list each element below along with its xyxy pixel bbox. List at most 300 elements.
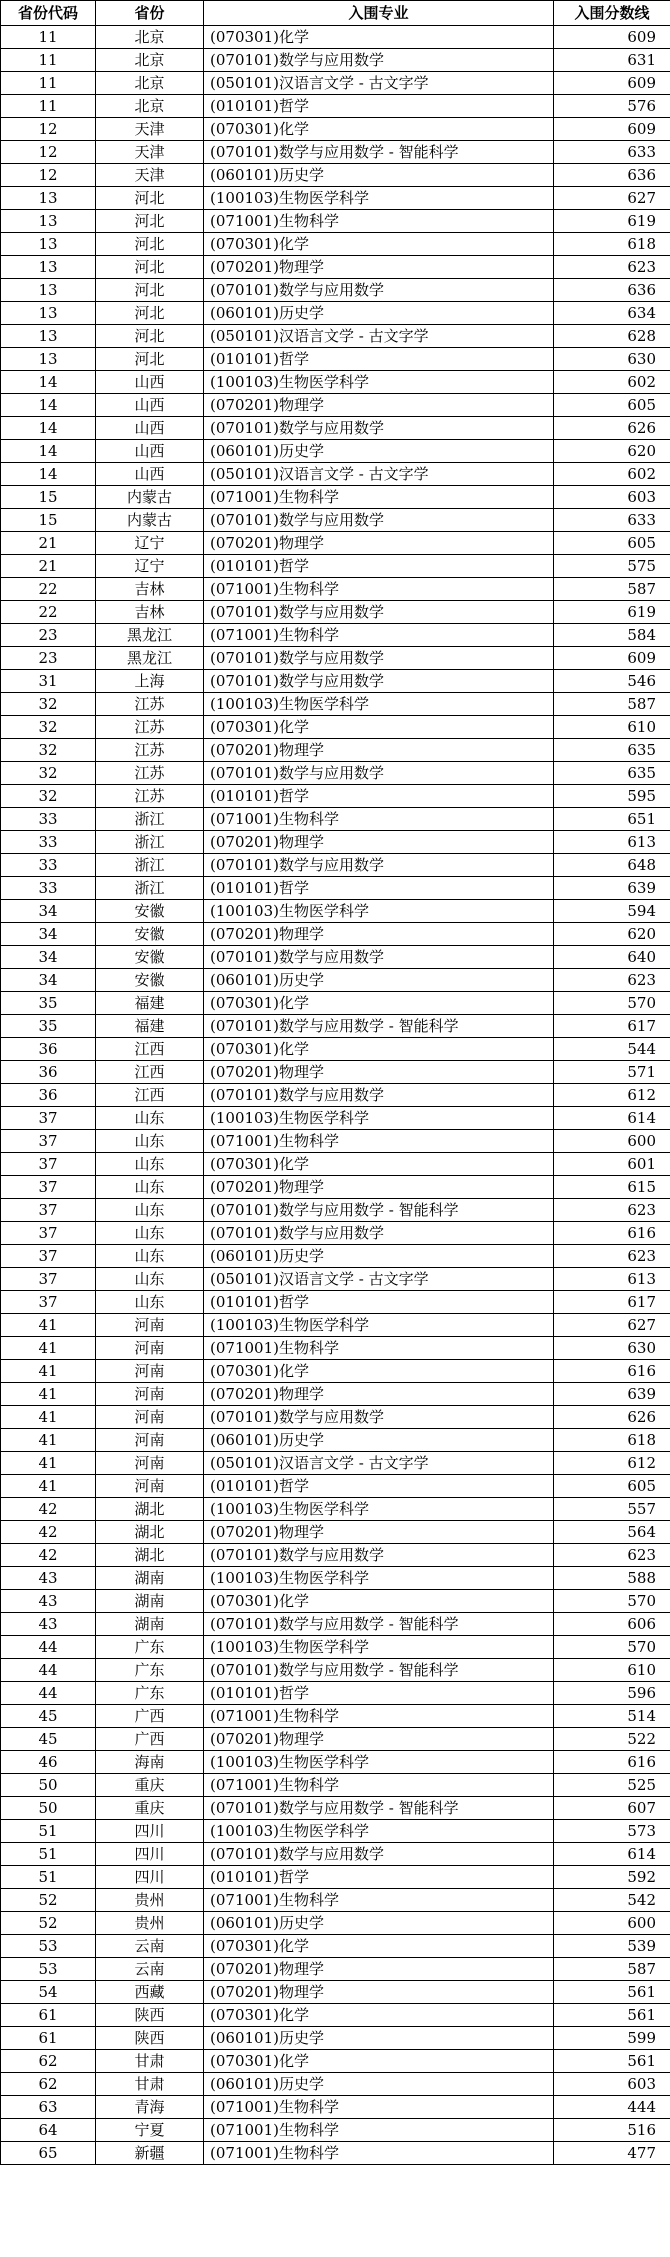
province-code-cell: 32 [1, 716, 96, 739]
table-row [1, 49, 670, 72]
table-row [1, 1820, 670, 1843]
cutoff-score-cell: 595 [554, 785, 670, 808]
cutoff-score-cell: 587 [554, 1958, 670, 1981]
province-code-cell: 63 [1, 2096, 96, 2119]
province-code-cell: 14 [1, 440, 96, 463]
province-cell: 浙江 [96, 854, 204, 877]
table-row [1, 946, 670, 969]
province-code-cell: 34 [1, 900, 96, 923]
province-cell: 江苏 [96, 785, 204, 808]
province-cell: 湖南 [96, 1613, 204, 1636]
cutoff-score-cell: 592 [554, 1866, 670, 1889]
major-cell: (070201)物理学 [204, 394, 554, 417]
table-row [1, 1958, 670, 1981]
major-cell: (070301)化学 [204, 992, 554, 1015]
table-row [1, 1176, 670, 1199]
cutoff-score-cell: 618 [554, 233, 670, 256]
province-cell: 河北 [96, 233, 204, 256]
province-cell: 宁夏 [96, 2119, 204, 2142]
province-cell: 甘肃 [96, 2073, 204, 2096]
major-cell: (070101)数学与应用数学 [204, 509, 554, 532]
province-code-cell: 50 [1, 1797, 96, 1820]
table-row [1, 187, 670, 210]
province-code-cell: 42 [1, 1521, 96, 1544]
table-row [1, 233, 670, 256]
table-row [1, 555, 670, 578]
province-cell: 北京 [96, 95, 204, 118]
province-cell: 广东 [96, 1636, 204, 1659]
province-cell: 山东 [96, 1176, 204, 1199]
cutoff-score-cell: 602 [554, 371, 670, 394]
province-code-cell: 41 [1, 1383, 96, 1406]
province-cell: 山东 [96, 1199, 204, 1222]
major-cell: (070101)数学与应用数学 [204, 1406, 554, 1429]
cutoff-score-cell: 573 [554, 1820, 670, 1843]
table-row [1, 1383, 670, 1406]
province-cell: 江苏 [96, 716, 204, 739]
table-row [1, 141, 670, 164]
province-cell: 山东 [96, 1107, 204, 1130]
cutoff-score-cell: 576 [554, 95, 670, 118]
province-cell: 天津 [96, 164, 204, 187]
province-code-cell: 37 [1, 1176, 96, 1199]
table-row [1, 670, 670, 693]
major-cell: (060101)历史学 [204, 1245, 554, 1268]
cutoff-score-cell: 588 [554, 1567, 670, 1590]
province-cell: 安徽 [96, 946, 204, 969]
table-row [1, 1153, 670, 1176]
major-cell: (070101)数学与应用数学 - 智能科学 [204, 1797, 554, 1820]
province-code-cell: 44 [1, 1636, 96, 1659]
province-cell: 河北 [96, 210, 204, 233]
province-cell: 山东 [96, 1222, 204, 1245]
province-cell: 陕西 [96, 2004, 204, 2027]
table-row [1, 1015, 670, 1038]
province-cell: 山东 [96, 1153, 204, 1176]
cutoff-score-cell: 615 [554, 1176, 670, 1199]
cutoff-score-cell: 605 [554, 532, 670, 555]
cutoff-score-cell: 633 [554, 141, 670, 164]
cutoff-score-cell: 514 [554, 1705, 670, 1728]
major-cell: (060101)历史学 [204, 1429, 554, 1452]
province-cell: 河南 [96, 1314, 204, 1337]
table-row [1, 1245, 670, 1268]
table-row [1, 785, 670, 808]
major-cell: (100103)生物医学科学 [204, 1498, 554, 1521]
province-cell: 福建 [96, 1015, 204, 1038]
cutoff-score-cell: 584 [554, 624, 670, 647]
cutoff-score-cell: 605 [554, 394, 670, 417]
major-cell: (060101)历史学 [204, 302, 554, 325]
major-cell: (071001)生物科学 [204, 624, 554, 647]
province-cell: 广西 [96, 1728, 204, 1751]
cutoff-score-cell: 627 [554, 1314, 670, 1337]
cutoff-score-cell: 542 [554, 1889, 670, 1912]
header-major: 入围专业 [204, 1, 554, 26]
major-cell: (010101)哲学 [204, 877, 554, 900]
province-code-cell: 32 [1, 785, 96, 808]
province-code-cell: 14 [1, 463, 96, 486]
province-code-cell: 42 [1, 1544, 96, 1567]
table-row [1, 1705, 670, 1728]
table-row [1, 854, 670, 877]
major-cell: (060101)历史学 [204, 164, 554, 187]
major-cell: (070301)化学 [204, 2050, 554, 2073]
province-cell: 河北 [96, 348, 204, 371]
province-cell: 辽宁 [96, 555, 204, 578]
province-code-cell: 14 [1, 417, 96, 440]
cutoff-score-cell: 626 [554, 417, 670, 440]
table-row [1, 279, 670, 302]
cutoff-score-cell: 522 [554, 1728, 670, 1751]
province-cell: 陕西 [96, 2027, 204, 2050]
table-row [1, 348, 670, 371]
table-row [1, 1475, 670, 1498]
province-cell: 河北 [96, 187, 204, 210]
province-cell: 湖北 [96, 1521, 204, 1544]
major-cell: (070301)化学 [204, 233, 554, 256]
province-code-cell: 51 [1, 1866, 96, 1889]
cutoff-score-cell: 620 [554, 440, 670, 463]
table-row [1, 992, 670, 1015]
table-row [1, 256, 670, 279]
cutoff-score-cell: 544 [554, 1038, 670, 1061]
table-row [1, 1429, 670, 1452]
cutoff-score-cell: 444 [554, 2096, 670, 2119]
province-code-cell: 41 [1, 1452, 96, 1475]
major-cell: (070201)物理学 [204, 1383, 554, 1406]
province-code-cell: 54 [1, 1981, 96, 2004]
table-row [1, 1360, 670, 1383]
major-cell: (100103)生物医学科学 [204, 1636, 554, 1659]
province-code-cell: 13 [1, 348, 96, 371]
major-cell: (070301)化学 [204, 1590, 554, 1613]
major-cell: (070301)化学 [204, 26, 554, 49]
major-cell: (100103)生物医学科学 [204, 187, 554, 210]
province-cell: 上海 [96, 670, 204, 693]
province-cell: 四川 [96, 1820, 204, 1843]
province-cell: 河南 [96, 1475, 204, 1498]
major-cell: (060101)历史学 [204, 2073, 554, 2096]
major-cell: (070201)物理学 [204, 831, 554, 854]
province-code-cell: 36 [1, 1038, 96, 1061]
cutoff-score-cell: 587 [554, 693, 670, 716]
major-cell: (050101)汉语言文学 - 古文字学 [204, 72, 554, 95]
province-code-cell: 52 [1, 1912, 96, 1935]
major-cell: (010101)哲学 [204, 785, 554, 808]
major-cell: (070201)物理学 [204, 1521, 554, 1544]
province-code-cell: 37 [1, 1107, 96, 1130]
table-row [1, 1682, 670, 1705]
province-cell: 河北 [96, 256, 204, 279]
province-cell: 甘肃 [96, 2050, 204, 2073]
cutoff-score-cell: 610 [554, 1659, 670, 1682]
cutoff-score-cell: 619 [554, 601, 670, 624]
table-row [1, 1084, 670, 1107]
major-cell: (060101)历史学 [204, 969, 554, 992]
cutoff-score-cell: 635 [554, 739, 670, 762]
table-row [1, 1981, 670, 2004]
province-cell: 山西 [96, 417, 204, 440]
table-row [1, 1268, 670, 1291]
province-cell: 安徽 [96, 900, 204, 923]
cutoff-score-cell: 616 [554, 1360, 670, 1383]
cutoff-score-cell: 605 [554, 1475, 670, 1498]
province-code-cell: 51 [1, 1820, 96, 1843]
major-cell: (100103)生物医学科学 [204, 1107, 554, 1130]
major-cell: (070301)化学 [204, 716, 554, 739]
province-code-cell: 34 [1, 923, 96, 946]
province-cell: 山东 [96, 1130, 204, 1153]
major-cell: (070301)化学 [204, 1935, 554, 1958]
table-row [1, 762, 670, 785]
province-cell: 广西 [96, 1705, 204, 1728]
major-cell: (070101)数学与应用数学 [204, 1222, 554, 1245]
table-row [1, 2027, 670, 2050]
major-cell: (070101)数学与应用数学 [204, 647, 554, 670]
table-row [1, 463, 670, 486]
cutoff-score-cell: 600 [554, 1130, 670, 1153]
cutoff-score-cell: 618 [554, 1429, 670, 1452]
major-cell: (100103)生物医学科学 [204, 1820, 554, 1843]
cutoff-score-cell: 614 [554, 1107, 670, 1130]
cutoff-score-cell: 477 [554, 2142, 670, 2165]
province-code-cell: 11 [1, 26, 96, 49]
province-cell: 河南 [96, 1383, 204, 1406]
province-code-cell: 11 [1, 72, 96, 95]
cutoff-score-cell: 609 [554, 72, 670, 95]
table-row [1, 1866, 670, 1889]
table-row [1, 831, 670, 854]
table-row [1, 26, 670, 49]
province-code-cell: 13 [1, 256, 96, 279]
major-cell: (070101)数学与应用数学 [204, 1544, 554, 1567]
table-row [1, 1590, 670, 1613]
cutoff-score-cell: 561 [554, 2004, 670, 2027]
province-code-cell: 53 [1, 1958, 96, 1981]
cutoff-score-cell: 617 [554, 1291, 670, 1314]
province-code-cell: 37 [1, 1268, 96, 1291]
table-row [1, 1659, 670, 1682]
table-row [1, 532, 670, 555]
major-cell: (010101)哲学 [204, 1682, 554, 1705]
major-cell: (070301)化学 [204, 1360, 554, 1383]
table-row [1, 1912, 670, 1935]
table-body [1, 26, 670, 2165]
table-row [1, 1751, 670, 1774]
major-cell: (071001)生物科学 [204, 486, 554, 509]
province-cell: 山西 [96, 440, 204, 463]
major-cell: (100103)生物医学科学 [204, 1314, 554, 1337]
province-code-cell: 33 [1, 877, 96, 900]
major-cell: (100103)生物医学科学 [204, 900, 554, 923]
major-cell: (060101)历史学 [204, 440, 554, 463]
cutoff-score-cell: 609 [554, 26, 670, 49]
table-row [1, 624, 670, 647]
cutoff-score-cell: 633 [554, 509, 670, 532]
province-cell: 湖北 [96, 1498, 204, 1521]
cutoff-score-cell: 601 [554, 1153, 670, 1176]
province-code-cell: 50 [1, 1774, 96, 1797]
province-code-cell: 14 [1, 371, 96, 394]
cutoff-score-cell: 610 [554, 716, 670, 739]
province-cell: 江苏 [96, 762, 204, 785]
table-row [1, 118, 670, 141]
cutoff-score-cell: 623 [554, 1544, 670, 1567]
table-row [1, 1774, 670, 1797]
province-code-cell: 43 [1, 1590, 96, 1613]
province-code-cell: 12 [1, 141, 96, 164]
table-row [1, 509, 670, 532]
province-code-cell: 37 [1, 1291, 96, 1314]
cutoff-score-cell: 651 [554, 808, 670, 831]
major-cell: (070101)数学与应用数学 [204, 762, 554, 785]
province-cell: 河北 [96, 279, 204, 302]
cutoff-score-cell: 539 [554, 1935, 670, 1958]
province-cell: 河南 [96, 1429, 204, 1452]
province-code-cell: 37 [1, 1130, 96, 1153]
major-cell: (071001)生物科学 [204, 1889, 554, 1912]
table-row [1, 440, 670, 463]
major-cell: (070201)物理学 [204, 1981, 554, 2004]
province-code-cell: 61 [1, 2004, 96, 2027]
province-code-cell: 14 [1, 394, 96, 417]
province-cell: 天津 [96, 118, 204, 141]
province-cell: 山东 [96, 1268, 204, 1291]
major-cell: (071001)生物科学 [204, 2142, 554, 2165]
province-code-cell: 21 [1, 532, 96, 555]
table-row [1, 1061, 670, 1084]
cutoff-score-cell: 596 [554, 1682, 670, 1705]
province-cell: 贵州 [96, 1889, 204, 1912]
cutoff-score-cell: 639 [554, 1383, 670, 1406]
province-code-cell: 35 [1, 1015, 96, 1038]
province-cell: 天津 [96, 141, 204, 164]
province-code-cell: 33 [1, 854, 96, 877]
major-cell: (071001)生物科学 [204, 1774, 554, 1797]
major-cell: (050101)汉语言文学 - 古文字学 [204, 1268, 554, 1291]
cutoff-score-cell: 623 [554, 256, 670, 279]
table-row [1, 1843, 670, 1866]
province-cell: 江苏 [96, 739, 204, 762]
major-cell: (010101)哲学 [204, 555, 554, 578]
province-code-cell: 37 [1, 1222, 96, 1245]
province-cell: 江西 [96, 1084, 204, 1107]
major-cell: (070101)数学与应用数学 [204, 279, 554, 302]
cutoff-score-cell: 607 [554, 1797, 670, 1820]
cutoff-score-cell: 603 [554, 2073, 670, 2096]
province-code-cell: 41 [1, 1314, 96, 1337]
province-code-cell: 34 [1, 969, 96, 992]
table-row [1, 325, 670, 348]
major-cell: (070101)数学与应用数学 [204, 601, 554, 624]
table-row [1, 877, 670, 900]
table-row [1, 716, 670, 739]
cutoff-score-cell: 634 [554, 302, 670, 325]
province-code-cell: 35 [1, 992, 96, 1015]
province-cell: 四川 [96, 1843, 204, 1866]
province-cell: 山西 [96, 371, 204, 394]
major-cell: (071001)生物科学 [204, 1705, 554, 1728]
cutoff-score-cell: 623 [554, 1245, 670, 1268]
province-cell: 安徽 [96, 923, 204, 946]
province-code-cell: 13 [1, 302, 96, 325]
major-cell: (070101)数学与应用数学 [204, 1843, 554, 1866]
province-cell: 广东 [96, 1659, 204, 1682]
major-cell: (070201)物理学 [204, 1958, 554, 1981]
header-province-code: 省份代码 [1, 1, 96, 26]
province-cell: 海南 [96, 1751, 204, 1774]
cutoff-score-cell: 609 [554, 118, 670, 141]
major-cell: (070201)物理学 [204, 923, 554, 946]
province-code-cell: 13 [1, 279, 96, 302]
province-code-cell: 43 [1, 1613, 96, 1636]
province-cell: 重庆 [96, 1797, 204, 1820]
province-code-cell: 37 [1, 1153, 96, 1176]
major-cell: (070201)物理学 [204, 256, 554, 279]
province-code-cell: 13 [1, 210, 96, 233]
province-code-cell: 15 [1, 486, 96, 509]
major-cell: (071001)生物科学 [204, 808, 554, 831]
table-row [1, 2142, 670, 2165]
cutoff-score-cell: 627 [554, 187, 670, 210]
table-row [1, 1636, 670, 1659]
table-row [1, 1038, 670, 1061]
province-cell: 四川 [96, 1866, 204, 1889]
cutoff-score-cell: 575 [554, 555, 670, 578]
province-code-cell: 21 [1, 555, 96, 578]
province-code-cell: 22 [1, 601, 96, 624]
header-cutoff-score: 入围分数线 [554, 1, 670, 26]
major-cell: (010101)哲学 [204, 1291, 554, 1314]
province-code-cell: 65 [1, 2142, 96, 2165]
province-cell: 重庆 [96, 1774, 204, 1797]
major-cell: (071001)生物科学 [204, 1337, 554, 1360]
table-row [1, 1130, 670, 1153]
province-code-cell: 32 [1, 762, 96, 785]
major-cell: (070101)数学与应用数学 - 智能科学 [204, 1659, 554, 1682]
cutoff-score-cell: 635 [554, 762, 670, 785]
table-row [1, 1797, 670, 1820]
province-code-cell: 52 [1, 1889, 96, 1912]
table-row [1, 1544, 670, 1567]
major-cell: (070201)物理学 [204, 739, 554, 762]
cutoff-score-cell: 612 [554, 1084, 670, 1107]
province-code-cell: 23 [1, 624, 96, 647]
table-row [1, 1199, 670, 1222]
province-cell: 新疆 [96, 2142, 204, 2165]
table-row [1, 1314, 670, 1337]
major-cell: (070201)物理学 [204, 1176, 554, 1199]
province-code-cell: 36 [1, 1061, 96, 1084]
province-code-cell: 11 [1, 95, 96, 118]
province-cell: 贵州 [96, 1912, 204, 1935]
major-cell: (100103)生物医学科学 [204, 371, 554, 394]
major-cell: (010101)哲学 [204, 1866, 554, 1889]
province-cell: 黑龙江 [96, 647, 204, 670]
major-cell: (100103)生物医学科学 [204, 693, 554, 716]
province-cell: 湖北 [96, 1544, 204, 1567]
province-cell: 云南 [96, 1935, 204, 1958]
province-cell: 江西 [96, 1061, 204, 1084]
province-code-cell: 45 [1, 1705, 96, 1728]
cutoff-score-cell: 617 [554, 1015, 670, 1038]
table-row [1, 601, 670, 624]
province-code-cell: 12 [1, 164, 96, 187]
cutoff-score-cell: 606 [554, 1613, 670, 1636]
table-row [1, 1107, 670, 1130]
province-code-cell: 41 [1, 1337, 96, 1360]
